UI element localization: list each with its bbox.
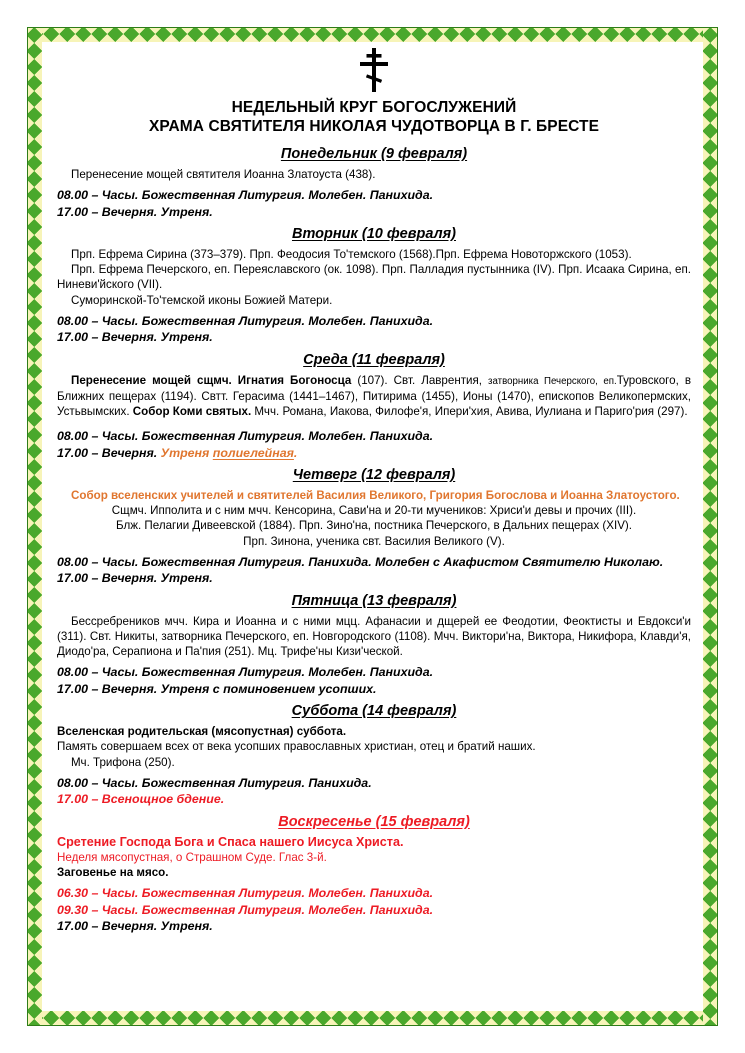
note-lead-bold: Перенесение мощей сщмч. Игнатия Богоносца [71,373,352,387]
day-note: Память совершаем всех от века усопших православных христиан, отец и братий наших. [57,740,536,754]
day-block-sunday [57,812,691,935]
service-orange-text: Утреня [160,445,213,460]
day-heading-sunday: Воскресенье (15 февраля) [278,813,470,830]
day-note: Прп. Ефрема Сирина (373–379). Прп. Феодосия То'темского (1568).Прп. Ефрема Новоторжского (1053). [71,248,632,262]
day-note [57,373,691,420]
day-note-feast-red: Сретение Господа Бога и Спаса нашего Иисуса Христа. [57,834,404,849]
day-note-red: Неделя мясопустная, о Страшном Суде. Глас 3-й. [57,850,327,864]
day-note: Мч. Трифона (250). [71,755,175,769]
day-heading-wednesday: Среда (11 февраля) [303,351,445,368]
note-after-lead: (107). Свт. Лаврентия, [351,373,489,387]
day-block-thursday [57,465,691,587]
day-note: Блж. Пелагии Дивеевской (1884). Прп. Зино'на, постника Печерского, в Дальних пещерах (XIV). [115,519,633,533]
day-note: Прп. Зинона, ученика свт. Василия Великого (V). [243,534,505,548]
day-note: Сщмч. Ипполита и с ним мчч. Кенсорина, Сави'на и 20-ти мучеников: Хриси'и девы и прочих (III). [111,504,637,518]
service-suffix: . [293,445,298,460]
orthodox-cross-icon [57,46,691,94]
day-heading-saturday: Суббота (14 февраля) [291,703,457,720]
title-line-1: НЕДЕЛЬНЫЙ КРУГ БОГОСЛУЖЕНИЙ [231,99,517,116]
day-block-tuesday [57,224,691,346]
service-line: 09.30 – Часы. Божественная Литургия. Молебен. Панихида. [57,902,434,917]
day-note-bold: Заговенье на мясо. [57,865,169,879]
note-mid-text: Туровского, в Ближних пещерах (1194). Свтт. Герасима (1441–1467), Питирима (1455), Ионы (1470), епископов Великопермских, Устьвымских. [57,373,691,419]
day-note-feast-orange: Собор вселенских учителей и святителей Василия Великого, Григория Богослова и Иоанна Златоустого. [71,489,680,503]
day-block-saturday [57,701,691,807]
service-line: 08.00 – Часы. Божественная Литургия. Молебен. Панихида. [57,188,434,203]
service-line: 08.00 – Часы. Божественная Литургия. Молебен. Панихида. [57,665,434,680]
day-heading-friday: Пятница (13 февраля) [291,592,457,609]
title-line-2: ХРАМА СВЯТИТЕЛЯ НИКОЛАЯ ЧУДОТВОРЦА В Г. БРЕСТЕ [148,118,600,135]
document-content [57,46,691,934]
day-note: Бессребреников мчч. Кира и Иоанна и с ними мцц. Афанасии и дщерей ее Феодотии, Феоктисты и Евдокси'и (311). Свт. Никиты, затворника Печерского, еп. Новгородского (1108). Мчч. Виктори'на, Виктора, Никифора, Клавди'я, Диодо'ра, Серапиона и Па'пия (251). Мц. Трифе'ны Кизи'ческой. [57,614,691,659]
service-orange-underlined: полиелейная [212,445,294,460]
day-heading-tuesday: Вторник (10 февраля) [291,226,456,243]
note-tail: Мчч. Романа, Иакова, Филофе'я, Ипери'хия, Авива, Иулиана и Париго'рия (297). [251,405,688,419]
service-line: 08.00 – Часы. Божественная Литургия. Панихида. [57,775,372,790]
service-line: 17.00 – Вечерня. Утреня. [57,330,213,345]
day-block-friday [57,591,691,697]
note-small-text: затворника Печерского, еп. [488,375,617,387]
service-line: 06.30 – Часы. Божественная Литургия. Молебен. Панихида. [57,886,434,901]
service-line: 08.00 – Часы. Божественная Литургия. Молебен. Панихида. [57,429,434,444]
day-heading-thursday: Четверг (12 февраля) [292,467,456,484]
service-line: 17.00 – Вечерня. Утреня. [57,204,213,219]
day-note-bold: Вселенская родительская (мясопустная) суббота. [57,725,347,739]
day-block-monday [57,144,691,220]
service-line: 17.00 – Вечерня. Утреня. [57,918,213,933]
day-note: Прп. Ефрема Печерского, еп. Переяславского (ок. 1098). Прп. Палладия пустынника (IV). Прп. Исаака Сирина, еп. Ниневи'йского (VII). [57,263,691,292]
service-prefix: 17.00 – Вечерня. [57,445,161,460]
service-line-vigil: 17.00 – Всенощное бдение. [57,792,225,807]
service-line: 08.00 – Часы. Божественная Литургия. Панихида. Молебен с Акафистом Святителю Николаю. [57,554,664,569]
service-line: 17.00 – Вечерня. Утреня. [57,571,213,586]
service-line: 17.00 – Вечерня. Утреня с поминовением усопших. [57,681,377,696]
service-line: 08.00 – Часы. Божественная Литургия. Молебен. Панихида. [57,313,434,328]
day-note: Суморинской-То'темской иконы Божией Матери. [71,293,333,307]
day-note: Перенесение мощей святителя Иоанна Златоуста (438). [71,168,376,181]
note-bold-2: Собор Коми святых. [132,405,252,419]
page-title [57,98,691,136]
service-line-polyeleos [57,445,691,461]
day-heading-monday: Понедельник (9 февраля) [280,146,468,162]
day-block-wednesday [57,350,691,461]
